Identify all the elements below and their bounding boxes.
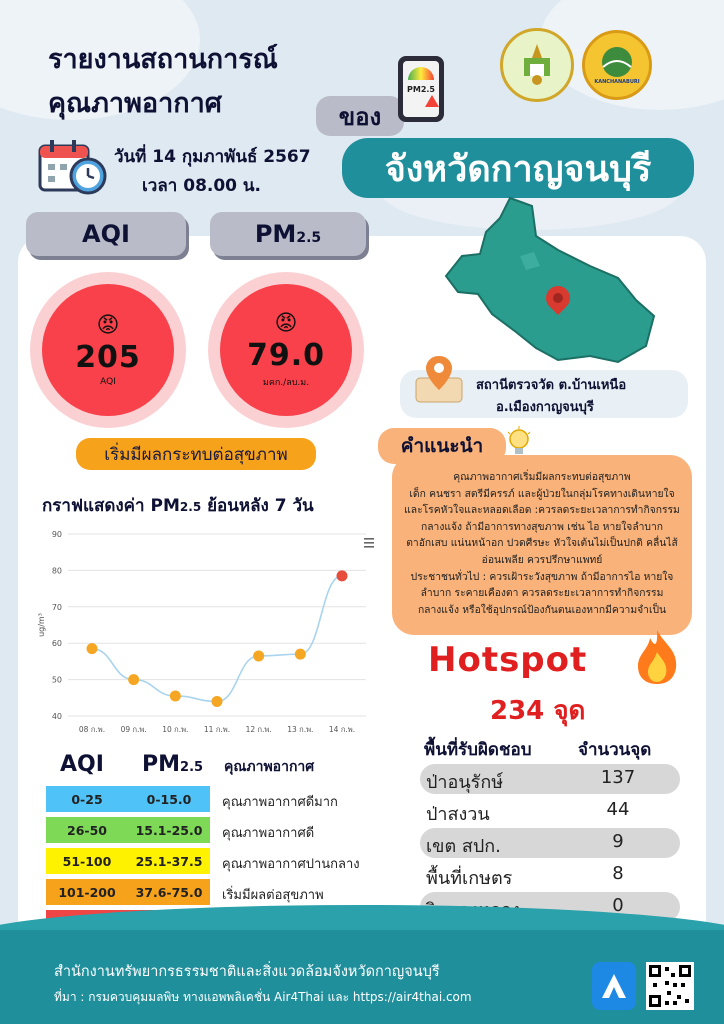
hotspot-area: ป่าอนุรักษ์ xyxy=(426,772,504,793)
hotspot-count-value: 8 xyxy=(612,863,624,884)
hamburger-icon xyxy=(364,538,374,548)
pm25-data-point xyxy=(295,649,306,660)
seal-text: KANCHANABURI xyxy=(594,79,640,85)
aqi-value-circle xyxy=(42,284,174,416)
of-label: ของ xyxy=(316,96,404,136)
fire-icon xyxy=(634,628,680,686)
legend-description: เริ่มมีผลต่อสุขภาพ xyxy=(222,888,324,903)
advice-line: เด็ก คนชรา สตรีมีครรภ์ และผู้ป่วยในกลุ่มโรคทางเดินหายใจ xyxy=(409,487,675,500)
x-tick-label: 13 ก.พ. xyxy=(287,725,314,734)
station-line2: อ.เมืองกาญจนบุรี xyxy=(496,400,594,415)
lightbulb-icon xyxy=(506,426,532,460)
hamburger-icon-bar xyxy=(364,538,374,540)
hotspot-label: Hotspot xyxy=(428,640,588,680)
pm25-data-point xyxy=(337,570,348,581)
y-tick-label: 80 xyxy=(51,566,62,576)
aqi-unit: AQI xyxy=(100,377,116,387)
legend-aqi-range: 0-25 xyxy=(71,791,103,807)
hamburger-icon-bar xyxy=(364,546,374,548)
x-tick-label: 09 ก.พ. xyxy=(120,725,147,734)
advice-line: และโรคหัวใจและหลอดเลือด :ควรลดระยะเวลาการทำกิจกรรม xyxy=(404,504,680,517)
footer-office: สำนักงานทรัพยากรธรรมชาติและสิ่งแวดล้อมจังหวัดกาญจนบุรี xyxy=(54,964,440,980)
x-tick-label: 08 ก.พ. xyxy=(78,725,106,734)
aqi-value: 205 xyxy=(75,340,141,375)
legend-col-aqi: AQI xyxy=(60,752,104,777)
pm-label: PM xyxy=(254,220,297,248)
advice-line: อ่อนเพลีย ควรปรึกษาแพทย์ xyxy=(481,553,603,566)
legend-col-pm-sub: 2.5 xyxy=(180,760,204,775)
y-tick-label: 40 xyxy=(51,712,62,721)
legend-pm-range: 25.1-37.5 xyxy=(135,853,203,869)
x-tick-label: 12 ก.พ. xyxy=(245,725,272,734)
legend-description: คุณภาพอากาศปานกลาง xyxy=(222,857,360,872)
hotspot-area: พื้นที่เกษตร xyxy=(426,868,513,889)
provincial-seal-logo xyxy=(500,28,574,102)
legend-col-pm xyxy=(142,752,203,777)
angry-face-icon: 😡 xyxy=(274,311,298,336)
pm25-data-point xyxy=(128,674,139,685)
y-tick-label: 60 xyxy=(51,639,62,649)
report-date: วันที่ 14 กุมภาพันธ์ 2567 xyxy=(114,147,311,167)
hotspot-col-count: จำนวนจุด xyxy=(578,740,652,760)
x-tick-label: 11 ก.พ. xyxy=(203,725,231,734)
calendar-clock-icon xyxy=(38,138,108,196)
legend-description: คุณภาพอากาศดีมาก xyxy=(222,795,338,810)
advice-line: ตาอักเสบ แน่นหน้าอก ปวดศีรษะ หัวใจเต้นไม่เป็นปกติ คลื่นไส้ xyxy=(406,537,678,550)
angry-face-icon: 😡 xyxy=(96,313,120,338)
footer-source: ที่มา : กรมควบคุมมลพิษ ทางแอพพลิเคชั่น Air4Thai และ https://air4thai.com xyxy=(54,990,472,1004)
aqi-label: AQI xyxy=(82,220,130,248)
legend-row xyxy=(46,879,210,905)
hotspot-count-value: 137 xyxy=(600,767,636,788)
pm-unit: มคก./ลบ.ม. xyxy=(262,378,310,388)
legend-row xyxy=(46,786,210,812)
pm25-data-point xyxy=(253,650,264,661)
air4thai-app-icon[interactable] xyxy=(592,962,636,1010)
province-banner: จังหวัดกาญจนบุรี xyxy=(342,138,694,198)
advice-box xyxy=(392,455,692,635)
hotspot-col-area: พื้นที่รับผิดชอบ xyxy=(424,740,532,760)
x-tick-label: 14 ก.พ. xyxy=(328,725,356,734)
report-time: เวลา 08.00 น. xyxy=(142,176,262,196)
hotspot-area: เขต สปก. xyxy=(426,836,501,857)
province-map xyxy=(440,196,660,366)
page-title-line1: รายงานสถานการณ์ xyxy=(48,44,278,75)
legend-pm-range: 15.1-25.0 xyxy=(135,822,203,838)
y-tick-label: 90 xyxy=(51,530,62,539)
legend-row xyxy=(46,848,210,874)
aqi-label-pill xyxy=(26,212,186,256)
x-tick-label: 10 ก.พ. xyxy=(162,725,189,734)
health-status-badge: เริ่มมีผลกระทบต่อสุขภาพ xyxy=(76,438,316,470)
page-title-line2: คุณภาพอากาศ xyxy=(48,88,222,119)
hamburger-icon-bar xyxy=(364,542,374,544)
chart-title-suffix: ย้อนหลัง 7 วัน xyxy=(201,496,314,516)
y-axis-label: ug/m³ xyxy=(37,613,46,637)
advice-line: ประชาชนทั่วไป : ควรเฝ้าระวังสุขภาพ ถ้ามีอาการไอ หายใจ xyxy=(410,570,674,583)
hotspot-count-value: 0 xyxy=(612,895,624,916)
kanchanaburi-seal-logo xyxy=(582,30,652,100)
phone-screen-text: PM2.5 xyxy=(407,85,435,94)
legend-pm-range: 0-15.0 xyxy=(146,791,192,807)
hotspot-count: 234 จุด xyxy=(490,696,586,726)
hotspot-count-value: 9 xyxy=(612,831,624,852)
hotspot-count-value: 44 xyxy=(606,799,630,820)
pm25-data-point xyxy=(170,690,181,701)
advice-line: กลางแจ้ง หรือใช้อุปกรณ์ป้องกันตนเองหากมีความจำเป็น xyxy=(417,603,667,616)
chart-title xyxy=(42,492,314,519)
legend-description: คุณภาพอากาศดี xyxy=(222,826,315,841)
advice-line: ลำบาก ระคายเคืองตา ควรลดระยะเวลาการทำกิจกรรม xyxy=(420,587,664,600)
pm-label-sub: 2.5 xyxy=(296,230,322,246)
pm-value: 79.0 xyxy=(246,338,326,373)
advice-line: กลางแจ้ง ถ้ามีอาการทางสุขภาพ เช่น ไอ หายใจลำบาก xyxy=(421,520,663,533)
chart-background xyxy=(34,520,384,742)
pm25-data-point xyxy=(87,643,98,654)
station-line1: สถานีตรวจวัด ต.บ้านเหนือ xyxy=(476,378,627,393)
legend-aqi-range: 26-50 xyxy=(67,822,107,838)
phone-aqi-icon xyxy=(398,56,444,122)
hotspot-area: ป่าสงวน xyxy=(426,804,490,825)
advice-line: คุณภาพอากาศเริ่มมีผลกระทบต่อสุขภาพ xyxy=(453,471,631,483)
legend-aqi-range: 51-100 xyxy=(62,853,112,869)
legend-aqi-range: 101-200 xyxy=(58,884,116,900)
advice-title: คำแนะนำ xyxy=(378,428,506,464)
legend-col-pm-label: PM xyxy=(142,752,181,777)
pm25-data-point xyxy=(212,696,223,707)
chart-title-sub: 2.5 xyxy=(179,500,202,514)
y-tick-label: 50 xyxy=(51,675,62,685)
legend-pm-range: 37.6-75.0 xyxy=(135,884,203,900)
pm25-line-chart xyxy=(34,520,384,742)
qr-code-icon[interactable] xyxy=(646,962,694,1010)
chart-title-prefix: กราฟแสดงค่า PM xyxy=(42,496,180,516)
y-tick-label: 70 xyxy=(51,602,62,612)
pm-value-circle xyxy=(220,284,352,416)
pm-label-pill xyxy=(210,212,366,256)
legend-row xyxy=(46,817,210,843)
legend-col-desc: คุณภาพอากาศ xyxy=(224,759,315,775)
map-pin-icon xyxy=(412,352,466,406)
